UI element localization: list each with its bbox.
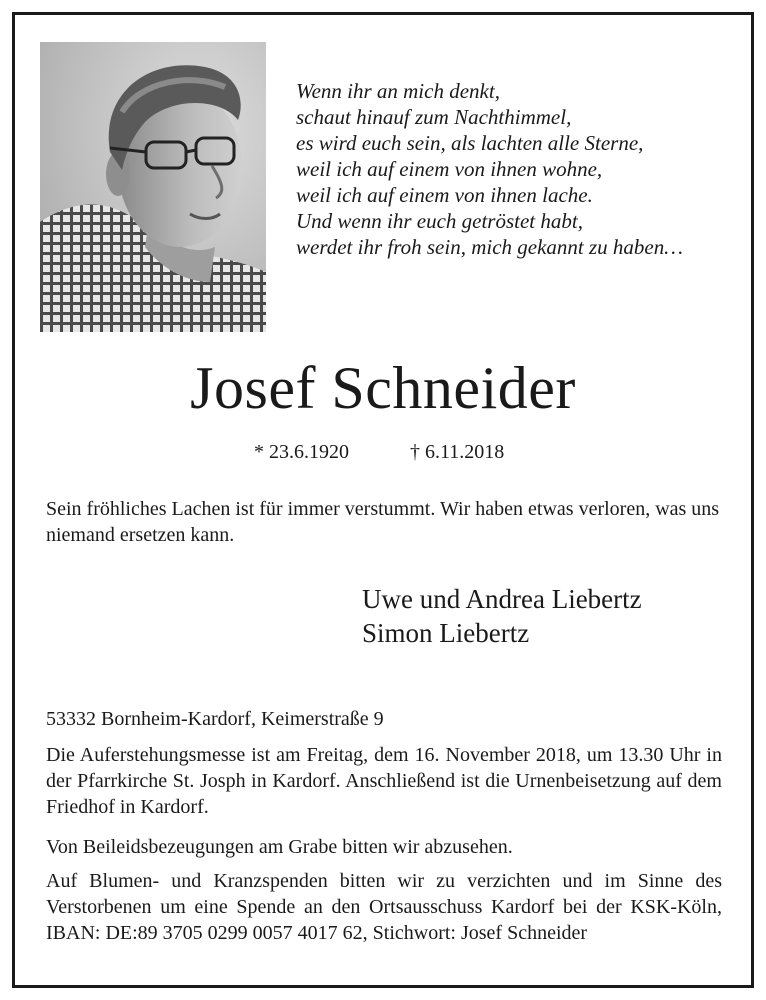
- poem-line: schaut hinauf zum Nachthimmel,: [296, 105, 572, 129]
- poem-line: Und wenn ihr euch getröstet habt,: [296, 209, 583, 233]
- poem-line: Wenn ihr an mich denkt,: [296, 79, 500, 103]
- survivor-name: Simon Liebertz: [362, 618, 530, 648]
- service-text: Die Auferstehungsmesse ist am Freitag, dem 16. November 2018, um 13.30 Uhr in der Pfarrkirche St. Josph in Kardorf. Anschließend ist die Urnenbeisetzung auf dem Friedhof in Kardorf.: [46, 744, 722, 818]
- birth-date: * 23.6.1920: [254, 441, 349, 463]
- poem-line: werdet ihr froh sein, mich gekannt zu haben…: [296, 235, 683, 259]
- donation-text: Auf Blumen- und Kranzspenden bitten wir zu verzichten und im Sinne des Verstorbenen um eine Spende an den Ortsausschuss Kardorf bei der KSK-Köln, IBAN: DE:89 3705 0299 0057 4017 62, Stichwort: Josef Schneider: [46, 870, 722, 944]
- poem-line: weil ich auf einem von ihnen lache.: [296, 183, 593, 207]
- death-date: † 6.11.2018: [410, 441, 505, 463]
- deceased-name: Josef Schneider: [190, 355, 576, 421]
- poem-line: es wird euch sein, als lachten alle Sterne,: [296, 131, 644, 155]
- poem-line: weil ich auf einem von ihnen wohne,: [296, 157, 603, 181]
- address: 53332 Bornheim-Kardorf, Keimerstraße 9: [46, 708, 384, 730]
- survivor-name: Uwe und Andrea Liebertz: [362, 584, 642, 614]
- memorial-poem: [296, 78, 736, 260]
- survivors: [362, 582, 642, 650]
- intro-text: Sein fröhliches Lachen ist für immer verstummt. Wir haben etwas verloren, was uns niemand ersetzen kann.: [46, 498, 720, 546]
- portrait-photo: [40, 42, 266, 332]
- condolence-text: Von Beileidsbezeugungen am Grabe bitten wir abzusehen.: [46, 836, 513, 858]
